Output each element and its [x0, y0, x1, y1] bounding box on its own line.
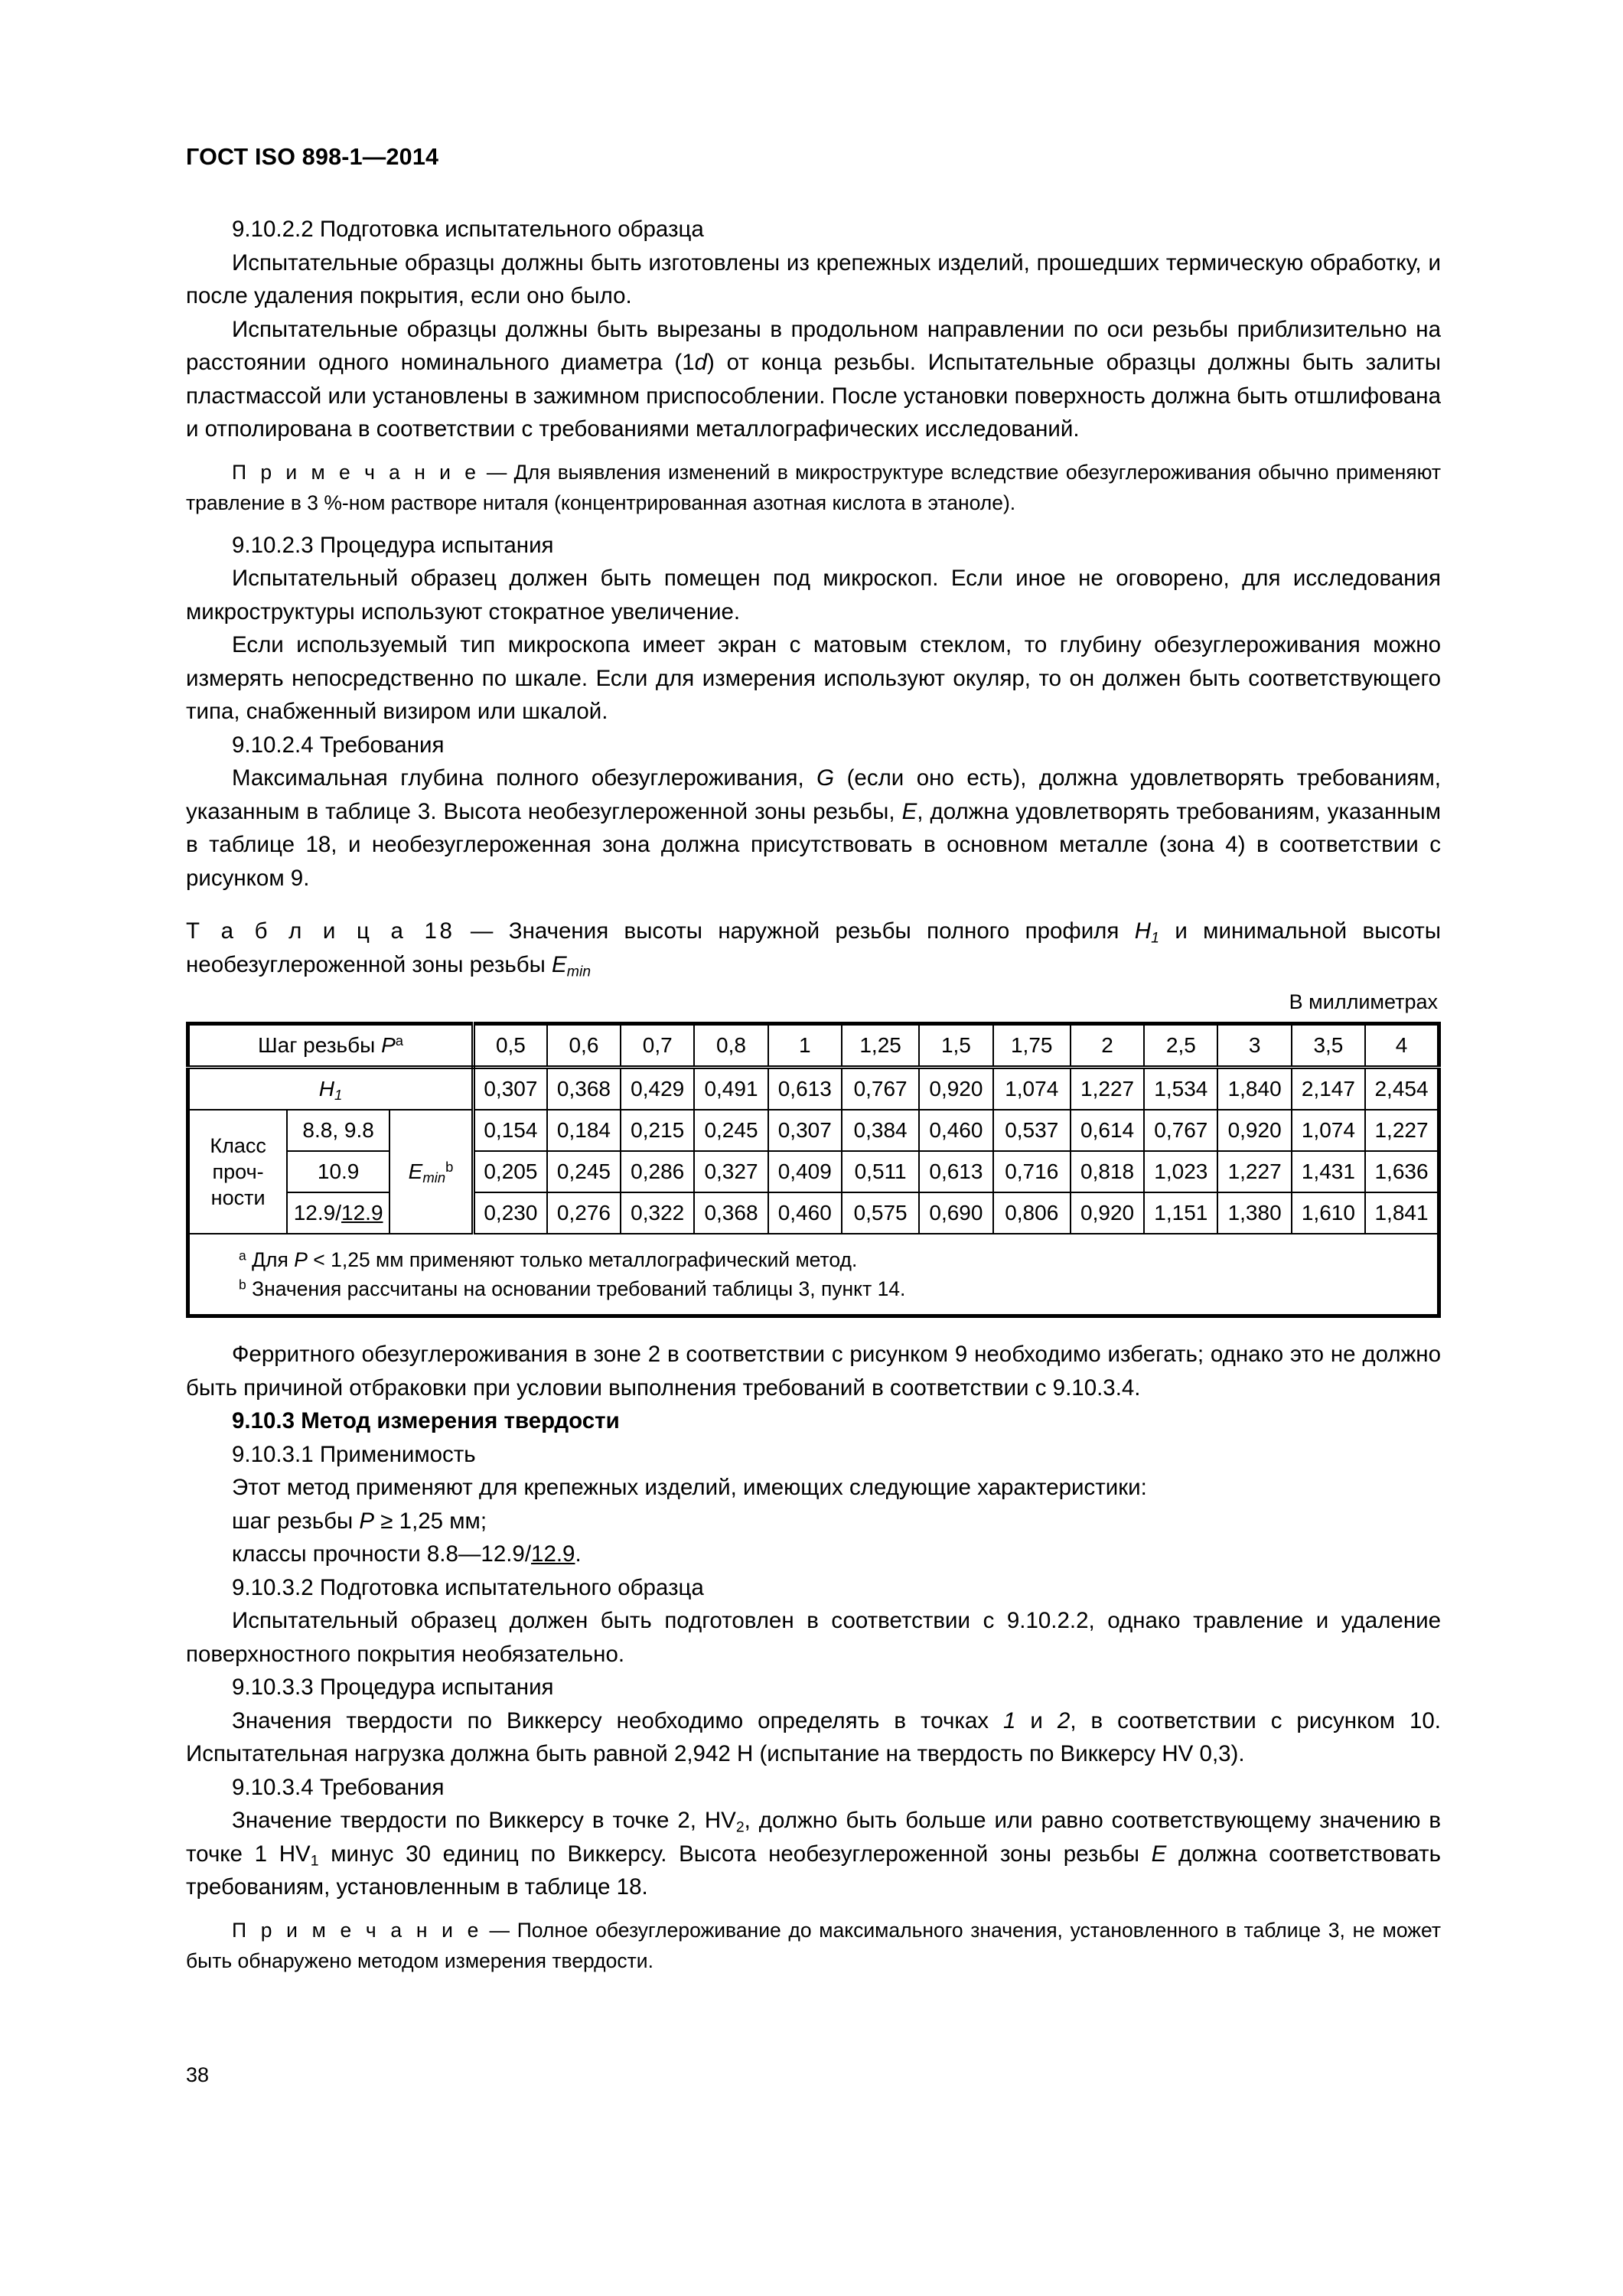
cell-value: 0,491	[694, 1068, 768, 1110]
footnote-a-text-1: Для	[246, 1248, 295, 1271]
bullet-text-b: .	[575, 1541, 582, 1567]
cell-value: 1,074	[1292, 1110, 1365, 1151]
cell-col-head: 3	[1217, 1024, 1291, 1068]
note-dash: —	[479, 460, 514, 484]
var-P: P	[294, 1248, 308, 1271]
cell-col-head: 1,5	[919, 1024, 992, 1068]
var-H1-label	[318, 1077, 343, 1104]
cell-value: 0,322	[621, 1192, 694, 1234]
footnote-a	[190, 1245, 1437, 1274]
note-label: П р и м е ч а н и е	[232, 1918, 482, 1942]
spacer	[186, 446, 1441, 457]
cell-value: 0,245	[694, 1110, 768, 1151]
bullet-text-b: ≥ 1,25 мм;	[374, 1508, 487, 1534]
var-H-letter: H	[318, 1077, 334, 1101]
footnote-a-text-2: < 1,25 мм применяют только металлографический метод.	[307, 1248, 858, 1271]
cell-col-head: 3,5	[1292, 1024, 1365, 1068]
spacer	[186, 1318, 1441, 1338]
cell-value: 0,286	[621, 1151, 694, 1192]
var-H1	[1134, 918, 1159, 947]
heading-9-10-3-3: 9.10.3.3 Процедура испытания	[232, 1675, 554, 1700]
cell-grade	[287, 1192, 389, 1234]
cell-h1-label	[188, 1068, 474, 1110]
pitch-label-text: Шаг резьбы	[257, 1033, 382, 1057]
var-E-subscript: min	[566, 962, 592, 980]
cell-value: 0,307	[768, 1110, 842, 1151]
para-text-c: , должна удовлетворять требованиям, указанным в таблице 18, и необезуглероженная зона должна присутствовать в основном металле (зона 4) в соответствии с рисунком 9.	[186, 798, 1442, 891]
var-E-letter: E	[408, 1159, 423, 1183]
para-text-c: , в соответствии с рисунком 10. Испытательная нагрузка должна быть равной 2,942 Н (испытание на твердость по Виккерсу HV 0,3).	[186, 1707, 1441, 1766]
para-9-10-3-3-1	[186, 1704, 1441, 1771]
cell-footnotes	[188, 1234, 1439, 1316]
cell-value: 0,154	[474, 1110, 547, 1151]
cell-col-head: 0,5	[474, 1024, 547, 1068]
cell-value: 0,276	[547, 1192, 621, 1234]
cell-strength-class-label	[188, 1110, 288, 1234]
cell-col-head: 0,8	[694, 1024, 768, 1068]
para-text-b: ) от конца резьбы. Испытательные образцы должны быть залиты пластмассой или установлены в зажимном приспособлении. После установки поверхность должна быть отшлифована и отполирована в соответствии с требованиями металлографических исследований.	[186, 350, 1441, 442]
cell-value: 1,840	[1217, 1068, 1291, 1110]
cell-value: 0,205	[474, 1151, 547, 1192]
hv2-subscript: 2	[735, 1818, 745, 1836]
footnote-mark-b: b	[239, 1277, 246, 1293]
table-18-units: В миллиметрах	[1289, 990, 1438, 1013]
cell-value: 1,431	[1292, 1151, 1365, 1192]
note-label: П р и м е ч а н и е	[232, 460, 480, 484]
spacer	[186, 1904, 1441, 1915]
cell-value: 1,380	[1217, 1192, 1291, 1234]
cell-value: 0,215	[621, 1110, 694, 1151]
cell-value: 1,074	[993, 1068, 1071, 1110]
heading-9-10-3: 9.10.3 Метод измерения твердости	[232, 1408, 620, 1433]
cell-col-head: 0,7	[621, 1024, 694, 1068]
footnote-mark-a: a	[239, 1247, 246, 1264]
cell-value: 0,245	[547, 1151, 621, 1192]
var-H-subscript: 1	[1151, 929, 1159, 947]
spacer	[186, 895, 1441, 915]
footnote-ref-b: b	[445, 1159, 454, 1176]
para-9-10-2-3-2: Если используемый тип микроскопа имеет экран с матовым стеклом, то глубину обезуглероживания можно измерять непосредственно по шкале. Если для измерения используют окуляр, то он должен быть соответствующего типа, снабженный визиром или шкалой.	[186, 632, 1441, 724]
cell-value: 0,613	[768, 1068, 842, 1110]
footnote-b-text: Значения рассчитаны на основании требований таблицы 3, пункт 14.	[246, 1277, 906, 1300]
table-18-caption	[186, 915, 1441, 981]
cell-col-head: 0,6	[547, 1024, 621, 1068]
grade-text: 12.9/	[293, 1201, 342, 1225]
var-Emin-label	[408, 1159, 446, 1186]
cell-value: 0,806	[993, 1192, 1071, 1234]
note-1	[186, 457, 1441, 518]
para-text-c: минус 30 единиц по Виккерсу. Высота необезуглероженной зоны резьбы	[318, 1841, 1152, 1867]
para-after-table: Ферритного обезуглероживания в зоне 2 в соответствии с рисунком 9 необходимо избегать; однако это не должно быть причиной отбраковки при условии выполнения требований в соответствии с 9.10.3.4.	[186, 1342, 1441, 1401]
heading-9-10-3-1: 9.10.3.1 Применимость	[232, 1441, 476, 1467]
note-2	[186, 1915, 1441, 1976]
cell-col-head: 2,5	[1144, 1024, 1217, 1068]
running-head: ГОСТ ISO 898-1—2014	[186, 144, 439, 170]
grade-text-underlined: 12.9	[341, 1201, 383, 1225]
cell-value: 2,147	[1292, 1068, 1365, 1110]
cell-col-head: 4	[1365, 1024, 1439, 1068]
cell-value: 1,023	[1144, 1151, 1217, 1192]
note-dash: —	[481, 1918, 517, 1942]
cell-value: 0,613	[919, 1151, 992, 1192]
para-text-a: Значения твердости по Виккерсу необходимо определять в точках	[232, 1707, 1004, 1733]
heading-9-10-3-4: 9.10.3.4 Требования	[232, 1774, 445, 1800]
para-9-10-3-4-1	[186, 1804, 1441, 1904]
strength-class-line-3: ности	[210, 1186, 266, 1209]
para-text-a: Значение твердости по Виккерсу в точке 2, HV	[232, 1808, 736, 1833]
heading-9-10-2-4: 9.10.2.4 Требования	[232, 732, 445, 758]
strength-class-line-2: проч-	[212, 1160, 264, 1183]
bullet-text-underlined: 12.9	[531, 1541, 575, 1567]
cell-value: 0,767	[1144, 1110, 1217, 1151]
cell-value: 0,368	[694, 1192, 768, 1234]
bullet-text-a: шаг резьбы	[232, 1508, 360, 1534]
para-9-10-3-1-1: Этот метод применяют для крепежных изделий, имеющих следующие характеристики:	[232, 1475, 1147, 1500]
footnote-ref-a: a	[395, 1032, 404, 1049]
cell-value: 1,227	[1365, 1110, 1439, 1151]
cell-value: 0,230	[474, 1192, 547, 1234]
var-E: E	[901, 798, 917, 824]
para-text-b: (если оно есть), должна удовлетворять требованиям, указанным в таблице 3. Высота необезуглероженной зоны резьбы,	[186, 765, 1441, 824]
cell-value: 0,327	[694, 1151, 768, 1192]
strength-class-line-1: Класс	[210, 1134, 266, 1157]
para-9-10-3-1-bullet-2	[186, 1538, 1441, 1571]
cell-value: 0,575	[842, 1192, 919, 1234]
para-9-10-2-3-1: Испытательный образец должен быть помещен под микроскоп. Если иное не оговорено, для исследования микроструктуры используют стократное увеличение.	[186, 566, 1441, 625]
table-row-header	[188, 1024, 1439, 1068]
cell-col-head: 1,75	[993, 1024, 1071, 1068]
cell-value: 2,454	[1365, 1068, 1439, 1110]
cell-value: 0,511	[842, 1151, 919, 1192]
var-P: P	[359, 1508, 375, 1534]
cell-value: 0,920	[1217, 1110, 1291, 1151]
cell-col-head: 1,25	[842, 1024, 919, 1068]
cell-value: 1,227	[1217, 1151, 1291, 1192]
cell-value: 0,920	[1071, 1192, 1144, 1234]
cell-value: 1,151	[1144, 1192, 1217, 1234]
footnote-b	[190, 1274, 1437, 1303]
cell-value: 0,368	[547, 1068, 621, 1110]
cell-value: 0,307	[474, 1068, 547, 1110]
cell-grade: 8.8, 9.8	[287, 1110, 389, 1151]
table-row-grade-12-9	[188, 1192, 1439, 1234]
para-text-a: Максимальная глубина полного обезуглероживания,	[232, 765, 817, 791]
cell-value: 0,429	[621, 1068, 694, 1110]
table-18	[186, 1022, 1441, 1318]
table-row-grade-8-8-9-8	[188, 1110, 1439, 1151]
cell-value: 0,460	[919, 1110, 992, 1151]
cell-value: 0,384	[842, 1110, 919, 1151]
point-ref-2: 2	[1057, 1707, 1071, 1733]
spacer	[186, 518, 1441, 529]
para-text-d: должна соответствовать требованиям, установленным в таблице 18.	[186, 1841, 1442, 1900]
cell-value: 0,460	[768, 1192, 842, 1234]
cell-value: 1,610	[1292, 1192, 1365, 1234]
cell-value: 0,614	[1071, 1110, 1144, 1151]
para-text-b: , должно быть больше или равно соответствующему значению в точке 1 HV	[186, 1808, 1441, 1867]
cell-value: 0,818	[1071, 1151, 1144, 1192]
var-Emin	[552, 951, 592, 980]
var-G: G	[816, 765, 835, 791]
var-E: E	[1151, 1841, 1167, 1867]
var-d: d	[694, 350, 708, 375]
table-caption-text-a: Значения высоты наружной резьбы полного профиля	[508, 918, 1135, 944]
table-row-h1	[188, 1068, 1439, 1110]
cell-value: 1,636	[1365, 1151, 1439, 1192]
cell-value: 0,767	[842, 1068, 919, 1110]
bullet-text-a: классы прочности 8.8—12.9/	[232, 1541, 532, 1567]
heading-9-10-3-2: 9.10.3.2 Подготовка испытательного образца	[232, 1574, 704, 1600]
cell-col-head: 2	[1071, 1024, 1144, 1068]
cell-emin-label	[389, 1110, 473, 1234]
cell-pitch-label	[188, 1024, 474, 1068]
para-text-b: и	[1015, 1707, 1058, 1733]
heading-9-10-2-3: 9.10.2.3 Процедура испытания	[232, 532, 554, 558]
page-number: 38	[186, 2063, 210, 2086]
var-H: H	[1134, 918, 1152, 944]
point-ref-1: 1	[1003, 1707, 1016, 1733]
cell-value: 1,534	[1144, 1068, 1217, 1110]
page-body	[186, 213, 1441, 1976]
cell-grade: 10.9	[287, 1151, 389, 1192]
table-row-footnotes	[188, 1234, 1439, 1316]
var-E-subscript: min	[422, 1169, 446, 1186]
cell-value: 0,920	[919, 1068, 992, 1110]
cell-col-head: 1	[768, 1024, 842, 1068]
var-P-letter: P	[381, 1033, 396, 1057]
cell-value: 0,690	[919, 1192, 992, 1234]
cell-value: 1,227	[1071, 1068, 1144, 1110]
cell-value: 0,409	[768, 1151, 842, 1192]
var-H-subscript: 1	[334, 1087, 343, 1104]
para-text-a: Испытательные образцы должны быть вырезаны в продольном направлении по оси резьбы приблизительно на расстоянии одного номинального диаметра (1	[186, 316, 1441, 375]
table-caption-dash: —	[455, 918, 509, 944]
para-9-10-2-4-1	[186, 762, 1441, 895]
para-9-10-2-2-1: Испытательные образцы должны быть изготовлены из крепежных изделий, прошедших термическую обработку, и после удаления покрытия, если оно было.	[186, 249, 1441, 308]
table-row-grade-10-9	[188, 1151, 1439, 1192]
note-text: Для выявления изменений в микроструктуре вследствие обезуглероживания обычно применяют травление в 3 %-ном растворе ниталя (концентрированная азотная кислота в этаноле).	[186, 460, 1442, 514]
note-text: Полное обезуглероживание до максимального значения, установленного в таблице 3, не может быть обнаружено методом измерения твердости.	[186, 1918, 1442, 1972]
hv1-subscript: 1	[310, 1851, 319, 1869]
var-E: E	[552, 951, 567, 977]
para-9-10-3-1-bullet-1	[186, 1505, 1441, 1538]
var-P	[381, 1033, 396, 1057]
para-9-10-3-2-1: Испытательный образец должен быть подготовлен в соответствии с 9.10.2.2, однако травление и удаление поверхностного покрытия необязательно.	[186, 1608, 1441, 1667]
cell-value: 1,841	[1365, 1192, 1439, 1234]
table-caption-label: Т а б л и ц а 18	[186, 918, 455, 944]
heading-9-10-2-2: 9.10.2.2 Подготовка испытательного образца	[232, 217, 704, 242]
table-caption-text-b: и минимальной высоты необезуглероженной зоны резьбы	[186, 918, 1441, 977]
para-9-10-2-2-2	[186, 313, 1441, 446]
cell-value: 0,716	[993, 1151, 1071, 1192]
cell-value: 0,537	[993, 1110, 1071, 1151]
cell-value: 0,184	[547, 1110, 621, 1151]
